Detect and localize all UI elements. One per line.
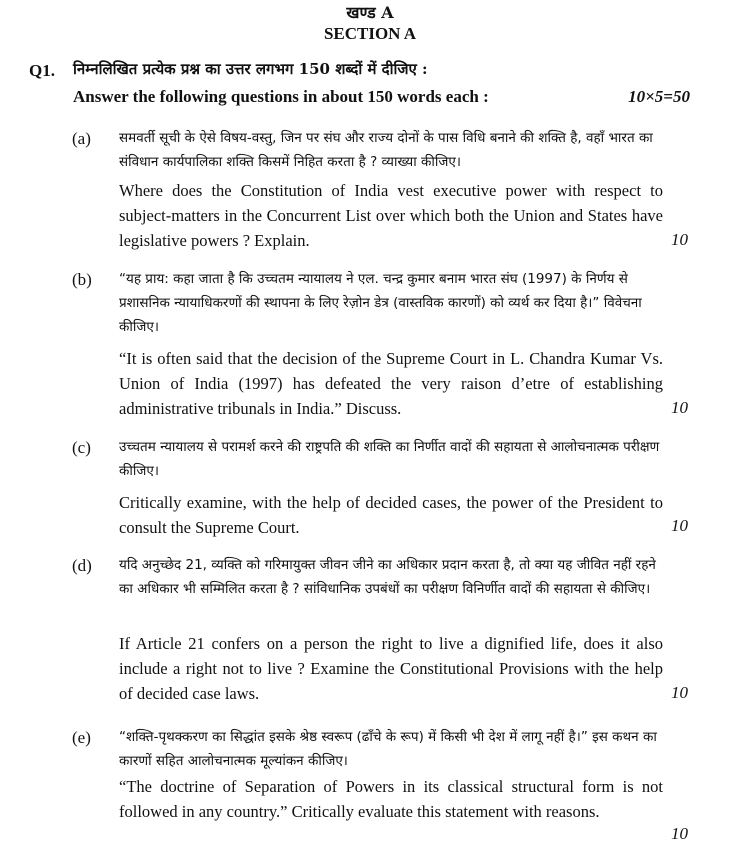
part-a-english: Where does the Constitution of India vest executive power with respect to subject-matters in the Concurrent List over which both the Union and States have legislative powers ? Explain. (119, 181, 663, 250)
question-number: Q1. (29, 61, 55, 80)
part-d-label: (d) (72, 556, 92, 575)
part-a-hindi: समवर्ती सूची के ऐसे विषय-वस्तु, जिन पर संघ और राज्य दोनों के पास विधि बनाने की शक्ति है, वहाँ भारत का संविधान कार्यपालिका शक्ति किसमें निहित करता है ? व्याख्या कीजिए। (119, 130, 653, 170)
section-title-hindi: खण्ड A (346, 3, 394, 22)
part-e-hindi: “शक्ति-पृथक्करण का सिद्धांत इसके श्रेष्ठ स्वरूप (ढाँचे के रूप) में किसी भी देश में लागू नहीं है।” इस कथन का कारणों सहित आलोचनात्मक मूल्यांकन कीजिए। (119, 729, 657, 769)
part-a-label: (a) (72, 129, 91, 148)
part-c-hindi: उच्चतम न्यायालय से परामर्श करने की राष्ट्रपति की शक्ति का निर्णीत वादों की सहायता से आलोचनात्मक परीक्षण कीजिए। (119, 439, 660, 479)
part-b-english: “It is often said that the decision of the Supreme Court in L. Chandra Kumar Vs. Union of India (1997) has defeated the very raison d’etre of establishing administrative tribunals in India.” Discuss. (119, 349, 663, 418)
part-b-hindi: “यह प्राय: कहा जाता है कि उच्चतम न्यायालय ने एल. चन्द्र कुमार बनाम भारत संघ (1997) के निर्णय से प्रशासनिक न्यायाधिकरणों की स्थापना के लिए रेज़ोन डेत्र (वास्तविक कारणों) को व्यर्थ कर दिया है।” विवेचना कीजिए। (119, 271, 642, 335)
instruction-hindi: निम्नलिखित प्रत्येक प्रश्न का उत्तर लगभग 150 शब्दों में दीजिए : (73, 60, 428, 78)
part-e-label: (e) (72, 728, 91, 747)
part-d-english: If Article 21 confers on a person the right to live a dignified life, does it also include a right not to live ? Examine the Constitutional Provisions with the help of decided case laws. (119, 634, 663, 703)
part-d-marks: 10 (671, 683, 688, 702)
part-b-label: (b) (72, 270, 92, 289)
part-e-english: “The doctrine of Separation of Powers in its classical structural form is not followed in any country.” Critically evaluate this statement with reasons. (119, 777, 663, 821)
part-c-english: Critically examine, with the help of decided cases, the power of the President to consult the Supreme Court. (119, 493, 663, 537)
part-b-marks: 10 (671, 398, 688, 417)
instruction-english: Answer the following questions in about 150 words each : (73, 87, 489, 106)
part-c-label: (c) (72, 438, 91, 457)
section-title: SECTION A (323, 24, 417, 43)
part-a-marks: 10 (671, 230, 688, 249)
part-d-hindi: यदि अनुच्छेद 21, व्यक्ति को गरिमायुक्त जीवन जीने का अधिकार प्रदान करता है, तो क्या यह जीवित नहीं रहने का अधिकार भी सम्मिलित करता है ? सांविधानिक उपबंधों का परीक्षण विनिर्णीत वादों की सहायता से कीजिए। (119, 557, 656, 597)
total-marks: 10×5=50 (628, 87, 690, 106)
part-e-marks: 10 (671, 824, 688, 843)
part-c-marks: 10 (671, 516, 688, 535)
